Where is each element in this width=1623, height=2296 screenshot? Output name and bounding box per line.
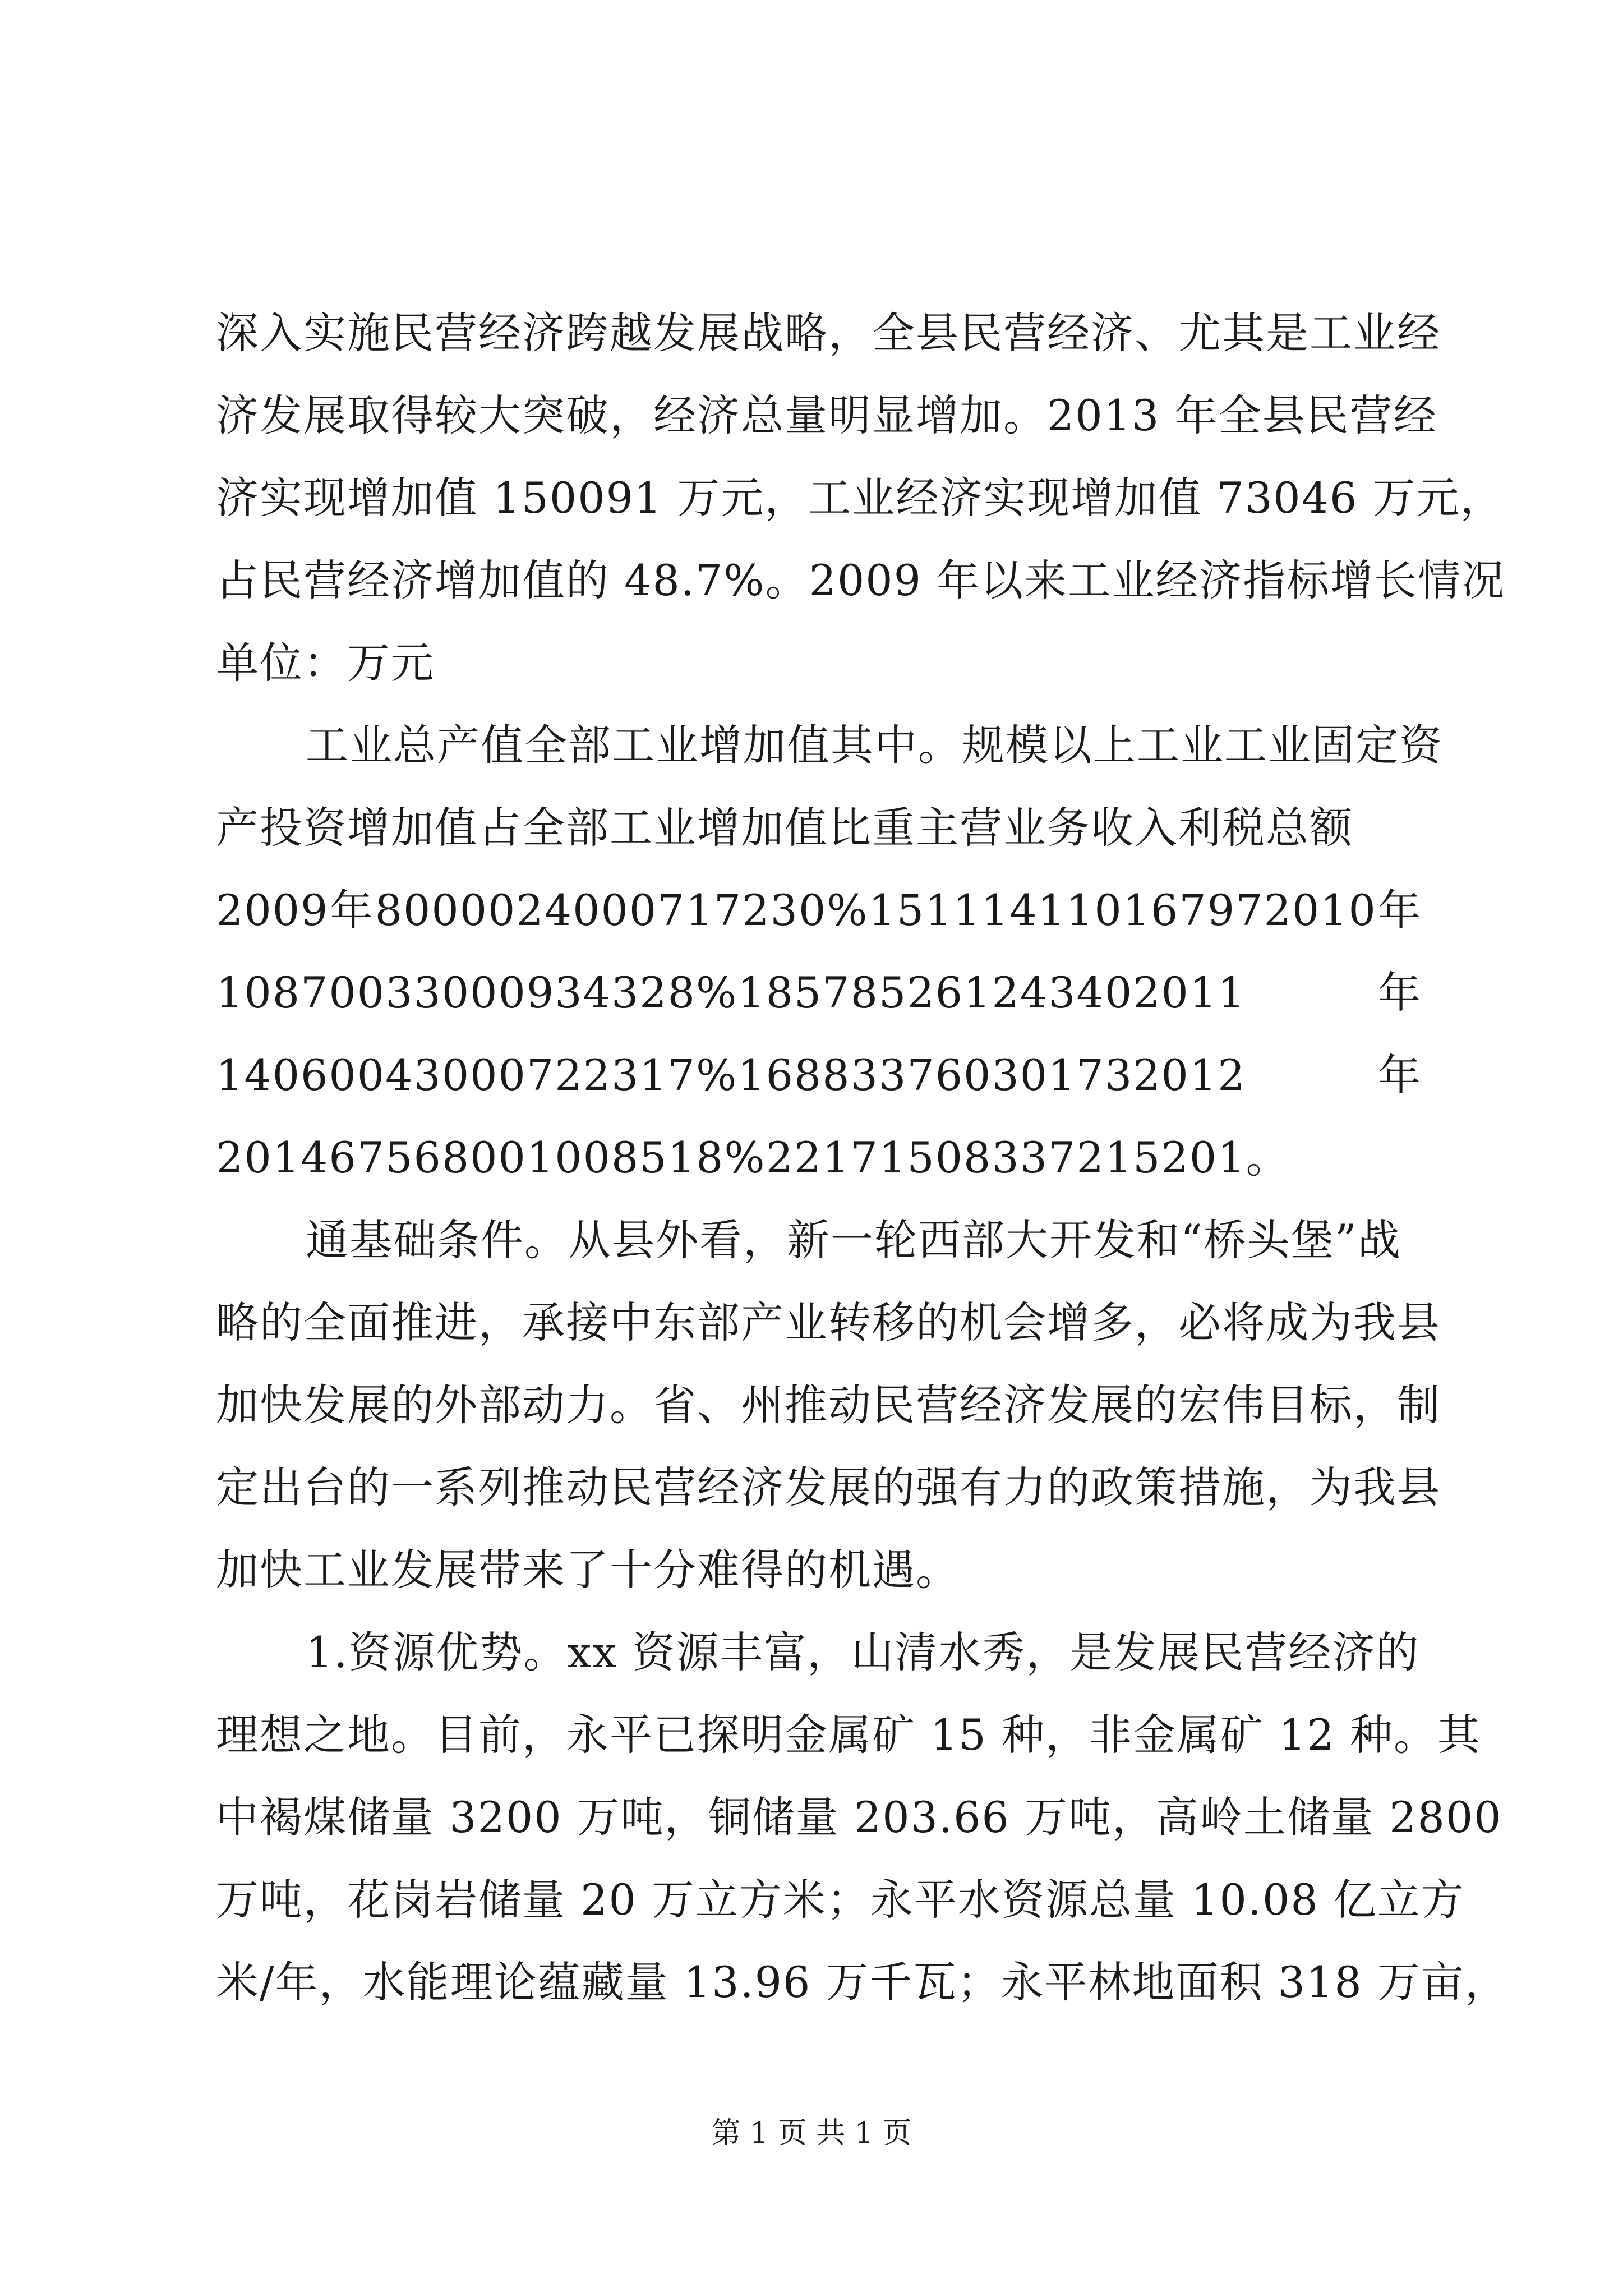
text-line: 中褐煤储量 3200 万吨，铜储量 203.66 万吨，高岭土储量 2800 [216, 1792, 1502, 1842]
text-line: 理想之地。目前，永平已探明金属矿 15 种，非金属矿 12 种。其 [216, 1710, 1482, 1760]
text-line: 单位：万元 [216, 638, 435, 688]
text-line: 定出台的一系列推动民营经济发展的强有力的政策措施，为我县 [216, 1462, 1441, 1512]
document-body [216, 292, 1509, 2023]
text-line: 万吨，花岗岩储量 20 万立方米；永平水资源总量 10.08 亿立方 [216, 1875, 1465, 1925]
table-text-cell: 201467568001008518%22171508337215201。 [216, 1133, 1290, 1182]
text-line: 通基础条件。从县外看，新一轮西部大开发和“桥头堡”战 [306, 1215, 1401, 1265]
text-line: 工业总产值全部工业增加值其中。规模以上工业工业固定资 [306, 720, 1443, 770]
text-line: 占民营经济增加值的 48.7%。2009 年以来工业经济指标增长情况 [216, 555, 1506, 605]
table-text-cell: 年 [1377, 885, 1422, 935]
text-line: 加快工业发展带来了十分难得的机遇。 [216, 1545, 960, 1595]
table-text-line [216, 951, 1422, 1034]
table-text-cell: 10870033000934328%185785261243402011 [216, 968, 1246, 1018]
table-text-line [216, 1116, 1422, 1199]
text-line: 1.资源优势。xx 资源丰富，山清水秀，是发展民营经济的 [306, 1627, 1420, 1677]
text-line: 米/年，水能理论蕴藏量 13.96 万千瓦；永平林地面积 318 万亩， [216, 1957, 1509, 2007]
table-text-cell: 年 [1378, 968, 1422, 1018]
text-line: 济实现增加值 150091 万元，工业经济实现增加值 73046 万元， [216, 473, 1504, 523]
table-text-line [216, 869, 1422, 951]
table-text-cell: 年 [330, 885, 374, 935]
table-text-line [216, 1034, 1422, 1116]
text-line: 产投资增加值占全部工业增加值比重主营业务收入利税总额 [216, 803, 1353, 853]
text-line: 深入实施民营经济跨越发展战略，全县民营经济、尤其是工业经 [216, 308, 1441, 358]
page-footer: 第 1 页 共 1 页 [711, 2116, 912, 2150]
table-text-cell: 2009 [216, 885, 329, 935]
text-line: 加快发展的外部动力。省、州推动民营经济发展的宏伟目标，制 [216, 1380, 1441, 1430]
table-text-cell: 年 [1378, 1050, 1422, 1100]
text-line: 略的全面推进，承接中东部产业转移的机会增多，必将成为我县 [216, 1297, 1441, 1347]
table-text-cell: 8000024000717230%151114110167972010 [375, 885, 1377, 935]
text-line: 济发展取得较大突破，经济总量明显增加。2013 年全县民营经 [216, 390, 1437, 440]
table-text-cell: 14060043000722317%168833760301732012 [216, 1050, 1246, 1100]
